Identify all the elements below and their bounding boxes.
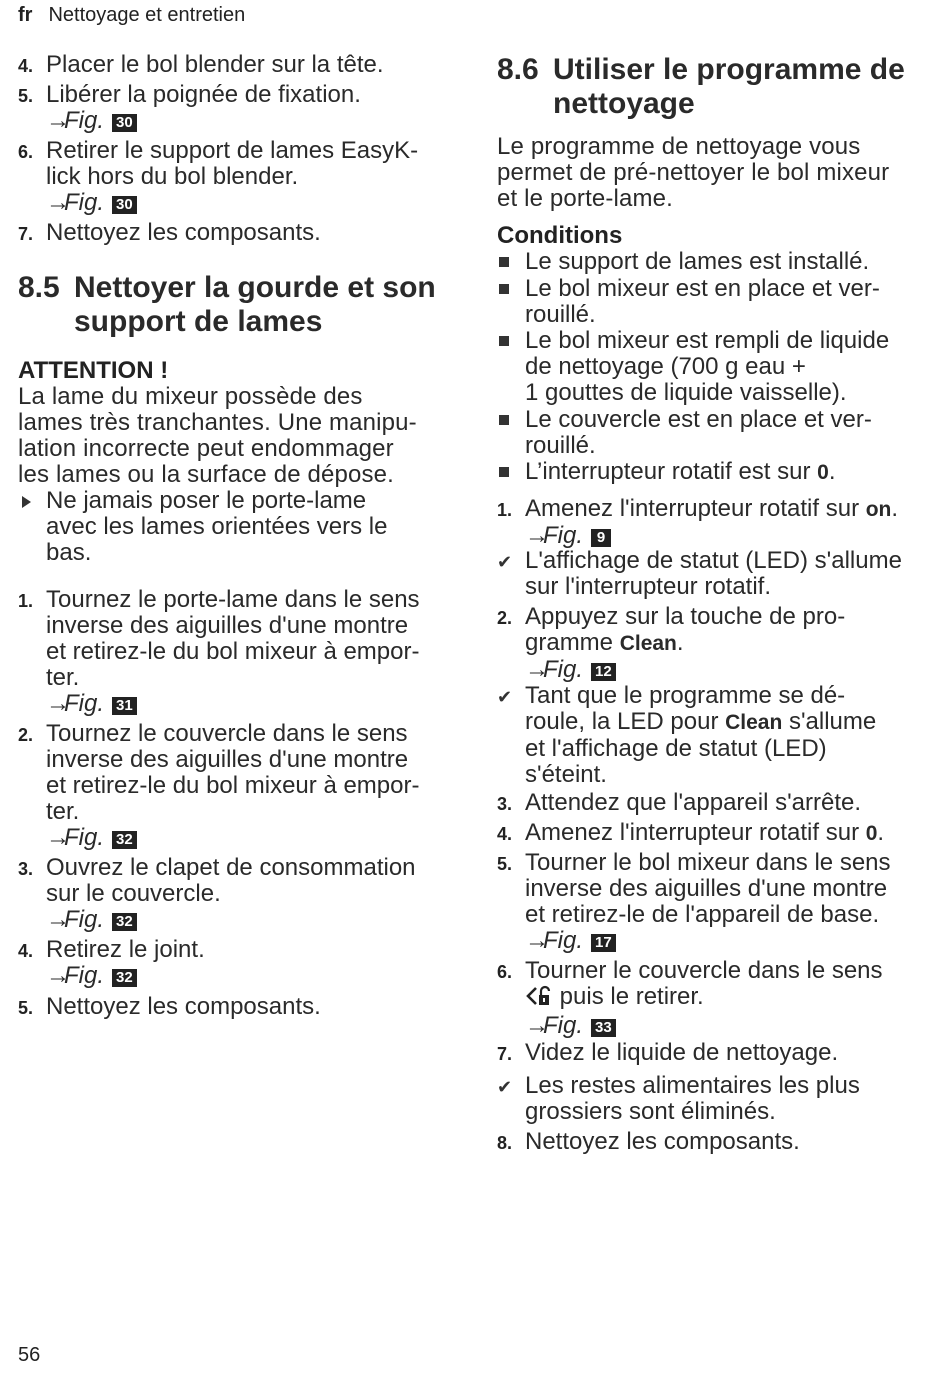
arrow-right-icon: → [525, 656, 549, 683]
step-item: 4. Retirez le joint. →Fig. 32 [18, 937, 450, 989]
condition-item: Le bol mixeur est en place et ver- rouillé. [497, 276, 937, 328]
square-bullet-icon [499, 415, 509, 425]
result-item: ✔ Les restes alimentaires les plus grossiers sont éliminés. [497, 1072, 860, 1125]
figure-reference: →Fig. 30 [46, 190, 450, 216]
figure-number-badge: 30 [112, 114, 137, 132]
arrow-right-icon: → [46, 107, 70, 134]
condition-item: Le couvercle est en place et ver- rouillé. [497, 407, 937, 459]
step-item: 5. Tourner le bol mixeur dans le sens inverse des aiguilles d'une montre et retirez-le de l'appareil de base. →Fig. 17 [497, 850, 937, 954]
square-bullet-icon [499, 257, 509, 267]
figure-reference: →Fig. 12 [525, 657, 937, 683]
figure-reference: →Fig. 31 [46, 691, 450, 717]
figure-reference: →Fig. 33 [525, 1013, 937, 1039]
figure-number-badge: 12 [591, 663, 616, 681]
step-item: 3. Ouvrez le clapet de consommation sur le couvercle. →Fig. 32 [18, 855, 450, 933]
section-heading-8-6: 8.6 Utiliser le programme de nettoyage [497, 53, 905, 120]
arrow-right-icon: → [46, 906, 70, 933]
arrow-right-icon: → [525, 522, 549, 549]
figure-number-badge: 32 [112, 831, 137, 849]
figure-number-badge: 32 [112, 969, 137, 987]
arrow-right-icon: → [46, 962, 70, 989]
step-item: 3. Attendez que l'appareil s'arrête. [497, 789, 862, 816]
step-item: 5. Nettoyez les composants. [18, 993, 321, 1020]
figure-reference: →Fig. 32 [46, 907, 450, 933]
condition-item: Le bol mixeur est rempli de liquide de nettoyage (700 g eau + 1 gouttes de liquide vaisselle). [497, 328, 937, 406]
conditions-label: Conditions [497, 222, 623, 249]
step-item: 6. Retirer le support de lames EasyK- lick hors du bol blender. →Fig. 30 [18, 138, 450, 216]
square-bullet-icon [499, 284, 509, 294]
step-item: 8. Nettoyez les composants. [497, 1128, 800, 1155]
figure-reference: →Fig. 32 [46, 963, 450, 989]
attention-label: ATTENTION ! [18, 357, 169, 384]
chapter-title: Nettoyage et entretien [48, 4, 246, 26]
section-heading-8-5: 8.5 Nettoyer la gourde et son support de lames [18, 271, 436, 338]
figure-number-badge: 33 [591, 1019, 616, 1037]
result-item: ✔ Tant que le programme se dé- roule, la LED pour Clean s'allume et l'affichage de statut (LED) s'éteint. [497, 682, 877, 788]
checkmark-icon: ✔ [497, 687, 513, 707]
figure-number-badge: 9 [591, 529, 611, 547]
arrow-right-icon: → [525, 927, 549, 954]
page-number: 56 [18, 1344, 41, 1366]
step-item: 4. Placer le bol blender sur la tête. [18, 51, 384, 78]
step-item: 1. Tournez le porte-lame dans le sens inverse des aiguilles d'une montre et retirez-le du bol mixeur à empor- ter. →Fig. 31 [18, 587, 450, 717]
intro-paragraph: Le programme de nettoyage vous permet de pré-nettoyer le bol mixeur et le porte-lame. [497, 133, 890, 212]
instruction-item: Ne jamais poser le porte-lame avec les lames orientées vers le bas. [18, 488, 450, 566]
step-item: 2. Tournez le couvercle dans le sens inverse des aiguilles d'une montre et retirez-le du bol mixeur à empor- ter. →Fig. 32 [18, 721, 450, 851]
step-item: 7. Nettoyez les composants. [18, 219, 321, 246]
figure-reference: →Fig. 17 [525, 928, 937, 954]
step-item: 4. Amenez l'interrupteur rotatif sur 0. [497, 819, 885, 846]
result-item: ✔ L'affichage de statut (LED) s'allume sur l'interrupteur rotatif. [497, 547, 902, 600]
rotate-unlock-icon [525, 985, 553, 1013]
figure-number-badge: 30 [112, 196, 137, 214]
square-bullet-icon [499, 467, 509, 477]
figure-reference: →Fig. 32 [46, 825, 450, 851]
checkmark-icon: ✔ [497, 1077, 513, 1097]
figure-number-badge: 32 [112, 913, 137, 931]
step-item: 6. Tourner le couvercle dans le sens puis le retirer. →Fig. 33 [497, 958, 937, 1039]
checkmark-icon: ✔ [497, 552, 513, 572]
square-bullet-icon [499, 336, 509, 346]
arrow-right-icon: → [46, 189, 70, 216]
triangle-bullet-icon [22, 496, 31, 508]
arrow-right-icon: → [46, 690, 70, 717]
step-item: 7. Videz le liquide de nettoyage. [497, 1039, 839, 1066]
step-item: 2. Appuyez sur la touche de pro- gramme Clean. →Fig. 12 [497, 604, 937, 683]
condition-item: L’interrupteur rotatif est sur 0. [497, 459, 937, 486]
step-item: 5. Libérer la poignée de fixation. →Fig. 30 [18, 82, 450, 134]
language-code: fr [18, 4, 33, 26]
figure-reference: →Fig. 9 [525, 523, 937, 549]
step-item: 1. Amenez l'interrupteur rotatif sur on. →Fig. 9 [497, 496, 937, 549]
arrow-right-icon: → [525, 1012, 549, 1039]
attention-text: La lame du mixeur possède des lames très tranchantes. Une manipu- lation incorrecte peut endommager les lames ou la surface de dépose. [18, 383, 417, 488]
arrow-right-icon: → [46, 824, 70, 851]
figure-number-badge: 31 [112, 697, 137, 715]
figure-number-badge: 17 [591, 934, 616, 952]
condition-item: Le support de lames est installé. [497, 249, 937, 275]
running-header [18, 4, 245, 27]
figure-reference: →Fig. 30 [46, 108, 450, 134]
